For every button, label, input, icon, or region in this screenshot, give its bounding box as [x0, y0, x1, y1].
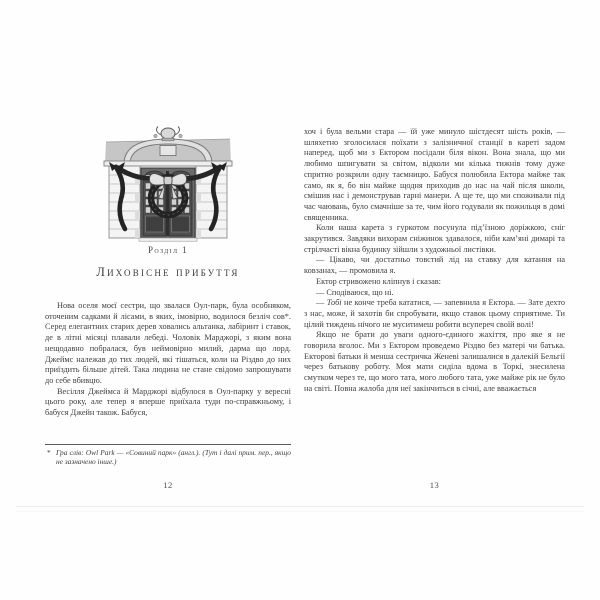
footnote — [45, 444, 291, 467]
dialogue-prefix: — — [316, 298, 327, 308]
decorated-doorway-illustration — [102, 126, 234, 242]
paragraph: Весілля Джеймса й Марджорі відбулося в Оул-парку у вересні цього року, але тепер я вперше приїхала туди по-справжньому, і бабуся Джейн також. Бабуся, — [45, 386, 291, 418]
paragraph: Нова оселя моєї сестри, що звалася Оул-парк, була особняком, оточеним садками й лісами, в яких, імовірно, водилося безліч сов*. Серед елегантних старих дерев ховались альтанка, лабіринт і ставок, де в літні місяці плавали лебеді. Чоловік Марджорі, з яким вона нещодавно побралася, був неймовірно милий, дарма що лорд. Джеймс належав до тих людей, які тішаться, коли на Різдво до них приїздить більше дітей. Така людина не стане свідомо запрошувати до себе вбивцю. — [45, 301, 291, 385]
footnote-text: Гра слів: Owl Park — «Совиний парк» (англ.). (Тут і далі прим. пер., якщо не зазначено інше.) — [56, 448, 291, 466]
page-number-left: 12 — [163, 480, 173, 490]
chapter-title: Лиховісне прибуття — [96, 265, 240, 279]
right-page-body — [304, 127, 565, 395]
dialogue-rest: не конче треба кататися, — запевнила я Ектора. — Зате дехто з нас, може, й захотів би спробувати, якщо ставок цьому сприятиме. Ти цілий тиждень нічого не муситимеш робити всупереч своїй волі! — [304, 298, 566, 329]
paragraph: Ектор стривожено кліпнув і сказав: — [316, 276, 441, 286]
dialogue-paragraph: — Цікаво, чи достатньо товстий лід на ставку для катання на ковзанах, — промовила я. — [304, 255, 565, 276]
footnote-marker: * — [47, 448, 51, 457]
left-page-body — [45, 301, 291, 419]
paragraph: хоч і була вельми стара — їй уже минуло шістдесят шість років, — шляхетно зголосилася поїхати з залізничної станції в кареті задом наперед, щоб ми з Ектором посідали біля вікон. Вона знала, що ми любимо шпигувати за світом, відколи ми кілька тижнів тому дуже спритно розкрили одну таємницю. Бабуся полюбила Ектора майже так само, як я, бо він майже щодня приходив до нас на чай після школи, смішив нас і демонстрував гарні манери. А ще те, що ми споживали під час чаювань, було смачніше за те, чим його годували як пожильця в домі священника. — [304, 127, 565, 222]
dialogue-paragraph — [304, 298, 565, 330]
chapter-illustration — [102, 126, 234, 242]
book-bottom-edge — [16, 506, 584, 512]
paragraph: Якщо не брати до уваги одного-єдиного жахіття, про яке я не говорила вголос. Ми з Ектором проведемо Різдво без матері чи батька. Екторові батьки й менша сестричка Женеві залишалися в далекій Бельгії через батькову роботу. Моя мати сиділа вдома в Торкі, знесилена смутком через те, що мого тата, мого любого тата, уже майже рік не було на світі. Повна жалоба для неї закінчиться в січні, але вважається — [304, 330, 565, 393]
page-number-right: 13 — [429, 480, 440, 490]
dialogue-paragraph: — Сподіваюся, що ні. — [316, 287, 394, 297]
emphasized-word: Тобі — [326, 298, 342, 308]
paragraph: Коли наша карета з гуркотом посунула під’їзною доріжкою, сніг закрутився. Завдяки вихорам сніжинок здавалося, ніби кам’яні димарі та стрілчасті вікна будинку зійшли з художньої листівки. — [304, 223, 565, 254]
chapter-label: Розділ 1 — [147, 245, 189, 255]
